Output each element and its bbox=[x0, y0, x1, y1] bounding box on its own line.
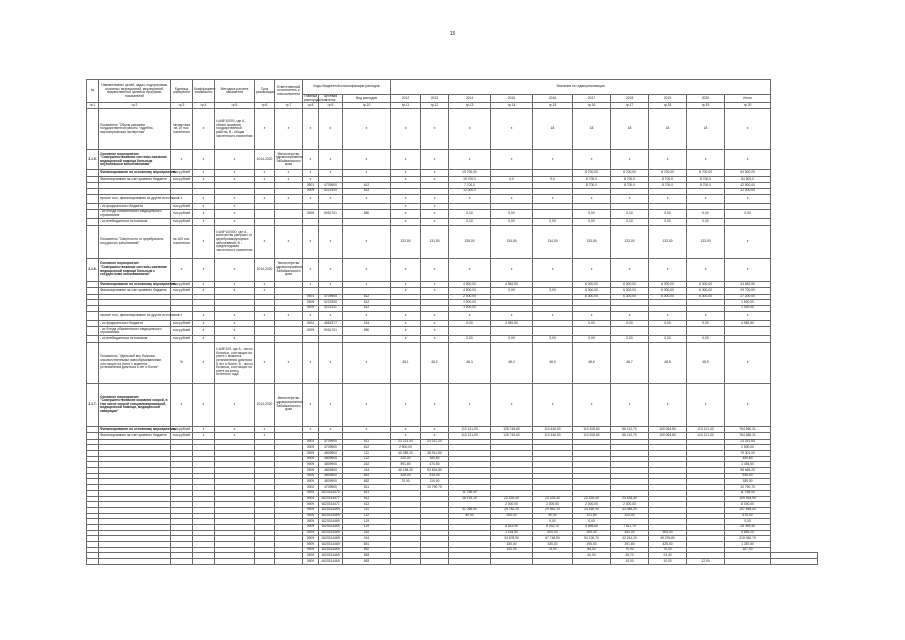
code-cell: 1620314469 bbox=[319, 547, 343, 553]
code-cell: 119 bbox=[343, 524, 391, 530]
code-cell: 2 000,00 bbox=[491, 502, 533, 508]
code-cell: 0909 bbox=[303, 462, 319, 468]
code-cell: 75,00 bbox=[533, 547, 573, 553]
code-cell: 1620314469 bbox=[319, 559, 343, 565]
code-cell: 0909 bbox=[303, 542, 319, 548]
code-cell: 0909 bbox=[303, 456, 319, 462]
code-cell: 70,00 bbox=[391, 479, 421, 485]
event-row: 2.1.5. Основное мероприятие "Совершенствование системы оказания медицинской помощи больным опухолевыми заболеваниями" х х х 2014-2020 Министерство здравоохранения Забайкальского края х х х х х х х х х х х х х bbox=[87, 150, 818, 170]
code-cell: 53 534,80 bbox=[421, 468, 449, 474]
code-cell: 0,00 bbox=[725, 519, 771, 525]
year-2013: 2013 bbox=[421, 95, 449, 103]
code-cell: 4809900 bbox=[319, 451, 343, 457]
col-no: № bbox=[87, 80, 99, 103]
code-cell: 0909 bbox=[303, 445, 319, 451]
code-cell: 0909 bbox=[303, 507, 319, 513]
code-cell bbox=[533, 559, 573, 565]
indicator-row: Показатель "Объем оказания государственной работы "судебно-психиатрическая экспертиза" экспертиза на 10 тыс. населения х I=A/B*10000, где А - объем оказания государственной работы; В - общая численность населения х х х х х х х х х 18 18 18 18 18 х bbox=[87, 109, 818, 150]
col-num: гр.19 bbox=[687, 103, 725, 109]
code-cell: 2 000,00 bbox=[611, 502, 649, 508]
code-cell: 0909 bbox=[303, 547, 319, 553]
code-cell: 157 848,00 bbox=[725, 507, 771, 513]
col-values: Значения по годам реализации bbox=[391, 80, 771, 95]
col-num: гр.17 bbox=[611, 103, 649, 109]
code-cell: 70,00 bbox=[611, 547, 649, 553]
code-cell: 45 276,80 bbox=[649, 536, 687, 542]
code-cell: 0,00 bbox=[533, 519, 573, 525]
col-num: гр.18 bbox=[649, 103, 687, 109]
indicator-method: I=A/B*10000, где А - объем оказания государственной работы; В - общая численность населения bbox=[215, 109, 255, 150]
code-cell: 1 154,90 bbox=[491, 530, 533, 536]
col-glav: Главный распорядитель bbox=[304, 94, 328, 102]
code-cell: 675,00 bbox=[725, 513, 771, 519]
code-cell: 24 160,90 bbox=[573, 507, 611, 513]
code-row: 0901 4709900 612 2 000,00 6 300,00 6 300,00 6 300,00 6 300,00 27 200,00 bbox=[87, 294, 818, 300]
event-term: 2014-2020 bbox=[255, 150, 275, 170]
code-cell: 23 221,40 bbox=[391, 439, 421, 445]
code-cell: 8 032,70 bbox=[533, 524, 573, 530]
event-number: 2.1.5. bbox=[87, 150, 99, 170]
code-cell: 34 678,90 bbox=[491, 536, 533, 542]
code-cell: 16 192,10 bbox=[449, 496, 491, 502]
code-cell: 242 bbox=[343, 462, 391, 468]
code-cell bbox=[771, 559, 818, 565]
code-cell: 0909 bbox=[303, 468, 319, 474]
col-term: Срок реализации bbox=[255, 80, 275, 103]
code-cell: 23 027,20 bbox=[421, 439, 449, 445]
col-num: гр.13 bbox=[449, 103, 491, 109]
code-cell bbox=[449, 559, 491, 565]
code-cell: 0,00 bbox=[573, 519, 611, 525]
code-cell: 38 911,80 bbox=[421, 451, 449, 457]
code-cell: 1620314469 bbox=[319, 530, 343, 536]
code-cell: 0909 bbox=[303, 479, 319, 485]
code-cell: 4709900 bbox=[319, 485, 343, 491]
code-cell: 1620314469 bbox=[319, 553, 343, 559]
code-cell: 851 bbox=[343, 542, 391, 548]
code-cell: 470,80 bbox=[421, 462, 449, 468]
col-num: гр.14 bbox=[491, 103, 533, 109]
code-cell: 111 bbox=[343, 451, 391, 457]
code-cell bbox=[725, 559, 771, 565]
code-cell: 611 bbox=[343, 439, 391, 445]
code-cell: 12,00 bbox=[687, 559, 725, 565]
code-cell: 29 561,10 bbox=[533, 507, 573, 513]
code-cell: 11 758,00 bbox=[449, 490, 491, 496]
col-cs: Целевая статья bbox=[319, 95, 343, 103]
code-cell: 28 399,40 bbox=[725, 524, 771, 530]
code-cell: 1620314477 bbox=[319, 502, 343, 508]
code-cell: 6 515,40 bbox=[491, 524, 533, 530]
col-num: гр.3 bbox=[171, 103, 193, 109]
year-2019: 2019 bbox=[649, 95, 687, 103]
code-cell: 510,00 bbox=[421, 473, 449, 479]
code-cell: 1620314477 bbox=[319, 496, 343, 502]
federal-row: - из федерального бюджета тыс.рублей х х х х bbox=[87, 203, 818, 210]
code-row: 0909 5221101 612 1 000,00 1 000,00 bbox=[87, 305, 818, 311]
col-method: Методика расчета показателя bbox=[215, 80, 255, 103]
code-cell: 612 bbox=[343, 502, 391, 508]
col-codes: Коды бюджетной классификации расходов bbox=[303, 80, 391, 95]
col-resp: Ответственный исполнитель и соисполнители bbox=[275, 80, 303, 103]
financing-region-row: Финансирование за счет краевого бюджета тыс.рублей х х х х х 4 500,00 0,00 0,00 6 300,00 6 300,00 6 300,00 6 300,00 29 700,00 bbox=[87, 288, 818, 295]
code-cell: 0909 bbox=[303, 524, 319, 530]
code-cell: 67 746,50 bbox=[533, 536, 573, 542]
event-name: Основное мероприятие "Совершенствование системы оказания медицинской помощи больным опухолевыми заболеваниями" bbox=[99, 150, 171, 170]
code-cell: 11 758,00 bbox=[725, 490, 771, 496]
financing-row: Финансирование по основному мероприятию тыс.рублей х х х х х х х х х 19 700,00 8 700,00 8 700,00 8 700,00 8 700,00 54 500,00 bbox=[87, 170, 818, 177]
code-cell: 2 000,00 bbox=[533, 502, 573, 508]
year-2012: 2012 bbox=[391, 95, 421, 103]
code-cell: 1 387,60 bbox=[725, 542, 771, 548]
code-cell: 0909 bbox=[303, 536, 319, 542]
code-cell: 109 924,90 bbox=[725, 496, 771, 502]
code-cell: 23,40 bbox=[649, 553, 687, 559]
code-cell: 2 500,00 bbox=[725, 445, 771, 451]
financing-row: Финансирование по основному мероприятию тыс.рублей х х х х х х х х 113 121,00 125 745,60 113 446,50 110 208,80 86 112,70 100 064,80 113 121,00 764 660,31 bbox=[87, 426, 818, 433]
foms-row: - из Фонда обязательного медицинского страхования тыс.рублей х х 0909 5051701 580 х х bbox=[87, 327, 818, 336]
code-cell: 991,80 bbox=[391, 462, 421, 468]
page-number: 15 bbox=[449, 31, 456, 37]
code-cell: 112 bbox=[343, 456, 391, 462]
code-cell: 167,00 bbox=[725, 547, 771, 553]
year-2015: 2015 bbox=[491, 95, 533, 103]
code-cell: 23 241,60 bbox=[725, 439, 771, 445]
indicator-name: Показатель "Смертность от церебрально-сосудистых заболеваний" bbox=[99, 225, 171, 258]
code-cell: 70,00 bbox=[649, 547, 687, 553]
code-cell: 2 000,00 bbox=[573, 502, 611, 508]
code-cell: 0909 bbox=[303, 530, 319, 536]
code-cell: 330,00 bbox=[491, 542, 533, 548]
code-cell: 935,00 bbox=[725, 473, 771, 479]
code-cell: 2 500,00 bbox=[391, 445, 421, 451]
code-cell: 250,00 bbox=[491, 513, 533, 519]
financing-region-row: Финансирование за счет краевого бюджета тыс.рублей х х х х х 113 121,00 125 745,60 113 446,50 110 208,80 86 112,70 100 064,80 113 121,00 764 660,31 bbox=[87, 433, 818, 440]
code-cell: 112 bbox=[343, 513, 391, 519]
col-num: гр.7 bbox=[275, 103, 303, 109]
col-num: гр.6 bbox=[255, 103, 275, 109]
indicator-row: Показатель "Смертность от церебрально-сосудистых заболеваний" на 100 тыс. населения х I=A/B*100000, где А - количество умерших от цереброваскулярных заболеваний; В - среднегодовая численность населения х х х х х 132,90 131,50 135,00 134,50 134,00 133,50 133,00 133,00 133,00 х bbox=[87, 225, 818, 258]
indicator-unit: экспертиза на 10 тыс. населения bbox=[171, 109, 193, 150]
code-cell: 0909 bbox=[303, 451, 319, 457]
code-cell: 0909 bbox=[303, 553, 319, 559]
code-cell: 40 389,20 bbox=[391, 451, 421, 457]
col-num: гр.9 bbox=[319, 103, 343, 109]
code-cell: 309,30 bbox=[573, 530, 611, 536]
code-cell: 454,00 bbox=[611, 530, 649, 536]
code-cell: 0904 bbox=[303, 490, 319, 496]
code-cell: 15,00 bbox=[611, 559, 649, 565]
code-cell: 68,00 bbox=[573, 547, 611, 553]
code-cell: 851 bbox=[343, 473, 391, 479]
indicator-row: Показатель "Удельный вес больных злокачественными новообразованиями, состоящих на учете с момента установления диагноза 5 лет и более" % х I=A/B*100, где А - число больных, состоящих на учете с момента установления диагноза 5 лет и более; В - число больных, состоящих на учете на конец отчетного года х х х х х 48,1 48,2 48,3 48,4 48,5 48,6 48,7 48,8 48,9 х bbox=[87, 342, 818, 383]
code-cell: 612 bbox=[343, 445, 391, 451]
code-cell: 611 bbox=[343, 485, 391, 491]
code-cell: 10 790,70 bbox=[725, 485, 771, 491]
code-cell: 23 433,40 bbox=[573, 496, 611, 502]
foms-row: - из Фонда обязательного медицинского страхования тыс.рублей х х 0909 5051701 580 х х 0,00 0,00 0,00 0,00 0,00 0,00 0,00 bbox=[87, 210, 818, 219]
code-cell: 43 089,20 bbox=[611, 507, 649, 513]
year-2016: 2016 bbox=[533, 95, 573, 103]
col-name: Наименование целей, задач, подпрограмм, основных мероприятий, мероприятий, ведомственных целевых программ, показателей bbox=[99, 80, 171, 103]
code-cell: 8 000,00 bbox=[725, 502, 771, 508]
col-num: гр.16 bbox=[573, 103, 611, 109]
code-cell: 80,00 bbox=[449, 513, 491, 519]
code-cell: 42 241,20 bbox=[611, 536, 649, 542]
col-vr: Вид расходов bbox=[343, 95, 391, 103]
year-total: Итого bbox=[725, 95, 771, 103]
year-2014: 2014 bbox=[449, 95, 491, 103]
code-cell: 611 bbox=[343, 496, 391, 502]
financing-row: Финансирование по основному мероприятию тыс.рублей х х х х х х х х 4 500,00 4 982,50 6 300,00 6 300,00 6 300,00 6 300,00 34 682,50 bbox=[87, 281, 818, 288]
code-row: 0901 4709900 612 7 700,0 8 700,0 8 700,0 8 700,0 8 700,0 42 500,00 bbox=[87, 183, 818, 189]
code-cell: 1620314469 bbox=[319, 507, 343, 513]
code-cell: 400,60 bbox=[725, 456, 771, 462]
code-cell: 0904 bbox=[303, 496, 319, 502]
code-cell bbox=[573, 559, 611, 565]
code-cell: 79 301,00 bbox=[725, 451, 771, 457]
col-unit: Единица измерения bbox=[171, 80, 193, 103]
code-cell: 1620314469 bbox=[319, 542, 343, 548]
code-cell: 98 665,20 bbox=[725, 468, 771, 474]
code-cell: 242 bbox=[343, 530, 391, 536]
code-cell: 10 790,70 bbox=[421, 485, 449, 491]
code-cell: 195,00 bbox=[573, 542, 611, 548]
col-coef: Коэффициент значимости bbox=[193, 80, 215, 103]
code-cell: 40,00 bbox=[573, 553, 611, 559]
code-cell: 4709900 bbox=[319, 439, 343, 445]
col-num: гр.12 bbox=[421, 103, 449, 109]
code-cell: 852 bbox=[343, 479, 391, 485]
code-cell: 100,00 bbox=[491, 547, 533, 553]
col-num: гр.4 bbox=[193, 103, 215, 109]
event-row: 2.1.6. Основное мероприятие "Совершенствование системы оказания медицинской помощи больным с сосудистыми заболеваниями" х х х 2014-2020 Министерство здравоохранения Забайкальского края х х х х х х х х х х х х х bbox=[87, 258, 818, 281]
code-cell: 180,60 bbox=[421, 456, 449, 462]
code-cell: 111 bbox=[343, 507, 391, 513]
year-2020: 2020 bbox=[687, 95, 725, 103]
other-sources-row: прочие того, финансирование из других источников: х х х х х х х х х х х х х х х х х х bbox=[87, 194, 818, 203]
code-cell: 4809900 bbox=[319, 468, 343, 474]
financing-region-row: Финансирование за счет краевого бюджета тыс.рублей х х х х х х х 19 700,0 0,0 0,0 8 700,0 8 700,0 8 700,0 8 700,0 54 500,0 bbox=[87, 176, 818, 183]
indicator-name: Показатель "Удельный вес больных злокачественными новообразованиями, состоящих на учете с момента установления диагноза 5 лет и более" bbox=[99, 342, 171, 383]
code-cell: 189,90 bbox=[725, 479, 771, 485]
code-cell: 4 853,20 bbox=[725, 530, 771, 536]
code-cell: 31 266,00 bbox=[449, 507, 491, 513]
code-cell: 244 bbox=[343, 536, 391, 542]
code-cell: 7 511,70 bbox=[611, 524, 649, 530]
event-row: 2.1.7. Основное мероприятие "Совершенствование оказания скорой, в том числе скорой специализированной, медицинской помощи, медицинской эвакуации" х х х 2014-2020 Министерство здравоохранения Забайкальского края х х х х х х х х х х х х х bbox=[87, 383, 818, 426]
code-row bbox=[87, 559, 818, 565]
code-cell: 1620314469 bbox=[319, 513, 343, 519]
code-cell bbox=[491, 559, 533, 565]
code-cell: 0904 bbox=[303, 439, 319, 445]
code-cell: 28,70 bbox=[611, 553, 649, 559]
code-row: 0909 5222300 612 1 500,00 1 500,00 bbox=[87, 300, 818, 306]
col-num: гр.15 bbox=[533, 103, 573, 109]
code-cell: 4709900 bbox=[319, 445, 343, 451]
extra-budget-row: - из внебюджетных источников тыс.рублей х х х х 0,00 0,00 0,00 0,00 0,00 0,00 0,00 bbox=[87, 219, 818, 226]
code-cell: 520,00 bbox=[533, 530, 573, 536]
col-num: гр.11 bbox=[391, 103, 421, 109]
code-cell: 5 895,60 bbox=[573, 524, 611, 530]
code-cell: 291,80 bbox=[611, 542, 649, 548]
code-cell: 4809900 bbox=[319, 479, 343, 485]
code-cell: 4809900 bbox=[319, 456, 343, 462]
code-cell: 23 433,40 bbox=[611, 496, 649, 502]
col-num: гр.20 bbox=[725, 103, 771, 109]
code-cell: 1620314470 bbox=[319, 490, 343, 496]
federal-row: - из федерального бюджета тыс.рублей х х 0902 4652377 244 х х 0,00 4 982,50 0,00 0,00 0,00 0,00 4 982,50 bbox=[87, 320, 818, 327]
code-cell: 1620314469 bbox=[319, 519, 343, 525]
other-sources-row: прочие того, финансирование из других источников: х х х х х х х х х х х х х х х х х х bbox=[87, 311, 818, 320]
code-cell: 0909 bbox=[303, 473, 319, 479]
code-cell: 0909 bbox=[303, 513, 319, 519]
program-table bbox=[86, 79, 818, 565]
code-cell: 0909 bbox=[303, 559, 319, 565]
event-responsible: Министерство здравоохранения Забайкальского края bbox=[275, 150, 303, 170]
code-cell: 0909 bbox=[303, 502, 319, 508]
col-num: гр.1 bbox=[87, 103, 99, 109]
code-cell: 905,00 bbox=[649, 530, 687, 536]
code-cell: 244 bbox=[343, 468, 391, 474]
header-row-1 bbox=[87, 80, 818, 95]
code-cell: 335,00 bbox=[533, 542, 573, 548]
col-num: гр.5 bbox=[215, 103, 255, 109]
indicator-coef: х bbox=[193, 109, 215, 150]
code-cell: 4809900 bbox=[319, 462, 343, 468]
code-cell: 4809900 bbox=[319, 473, 343, 479]
code-cell: 1620314469 bbox=[319, 524, 343, 530]
code-cell: 0909 bbox=[303, 519, 319, 525]
indicator-name: Показатель "Объем оказания государственной работы "судебно-психиатрическая экспертиза" bbox=[99, 109, 171, 150]
year-2018: 2018 bbox=[611, 95, 649, 103]
code-row: 0909 5222300 612 12 000,0 12 000,00 bbox=[87, 188, 818, 194]
code-cell: 90,00 bbox=[533, 513, 573, 519]
code-cell: 23 433,40 bbox=[533, 496, 573, 502]
code-cell: 121,50 bbox=[573, 513, 611, 519]
code-cell bbox=[421, 559, 449, 565]
col-num: гр.8 bbox=[303, 103, 319, 109]
code-cell: 119,90 bbox=[421, 479, 449, 485]
extra-budget-row: - из внебюджетных источников тыс.рублей х х х х 0,00 0,00 0,00 0,00 0,00 0,00 0,00 bbox=[87, 336, 818, 343]
code-cell: 10,00 bbox=[649, 559, 687, 565]
code-cell: 853 bbox=[343, 553, 391, 559]
code-cell: 119 bbox=[343, 519, 391, 525]
code-cell: 853 bbox=[343, 559, 391, 565]
code-cell: 1620314469 bbox=[319, 536, 343, 542]
code-cell: 425,00 bbox=[391, 473, 421, 479]
year-2017: 2017 bbox=[573, 95, 611, 103]
col-num: гр.10 bbox=[343, 103, 391, 109]
code-cell: 220,00 bbox=[391, 456, 421, 462]
code-cell bbox=[391, 559, 421, 565]
budget-code-rows bbox=[87, 439, 818, 564]
code-cell: 220,00 bbox=[611, 513, 649, 519]
col-num: гр.2 bbox=[99, 103, 171, 109]
code-cell: 1 454,60 bbox=[725, 462, 771, 468]
code-cell: 45 158,40 bbox=[391, 468, 421, 474]
code-cell: 611 bbox=[343, 490, 391, 496]
code-cell: 23 433,40 bbox=[491, 496, 533, 502]
code-cell: 852 bbox=[343, 547, 391, 553]
code-cell: 425,00 bbox=[649, 542, 687, 548]
code-cell: 54 100,70 bbox=[573, 536, 611, 542]
code-cell: 219 062,70 bbox=[725, 536, 771, 542]
code-cell: 0902 bbox=[303, 485, 319, 491]
code-cell: 29 782,20 bbox=[491, 507, 533, 513]
